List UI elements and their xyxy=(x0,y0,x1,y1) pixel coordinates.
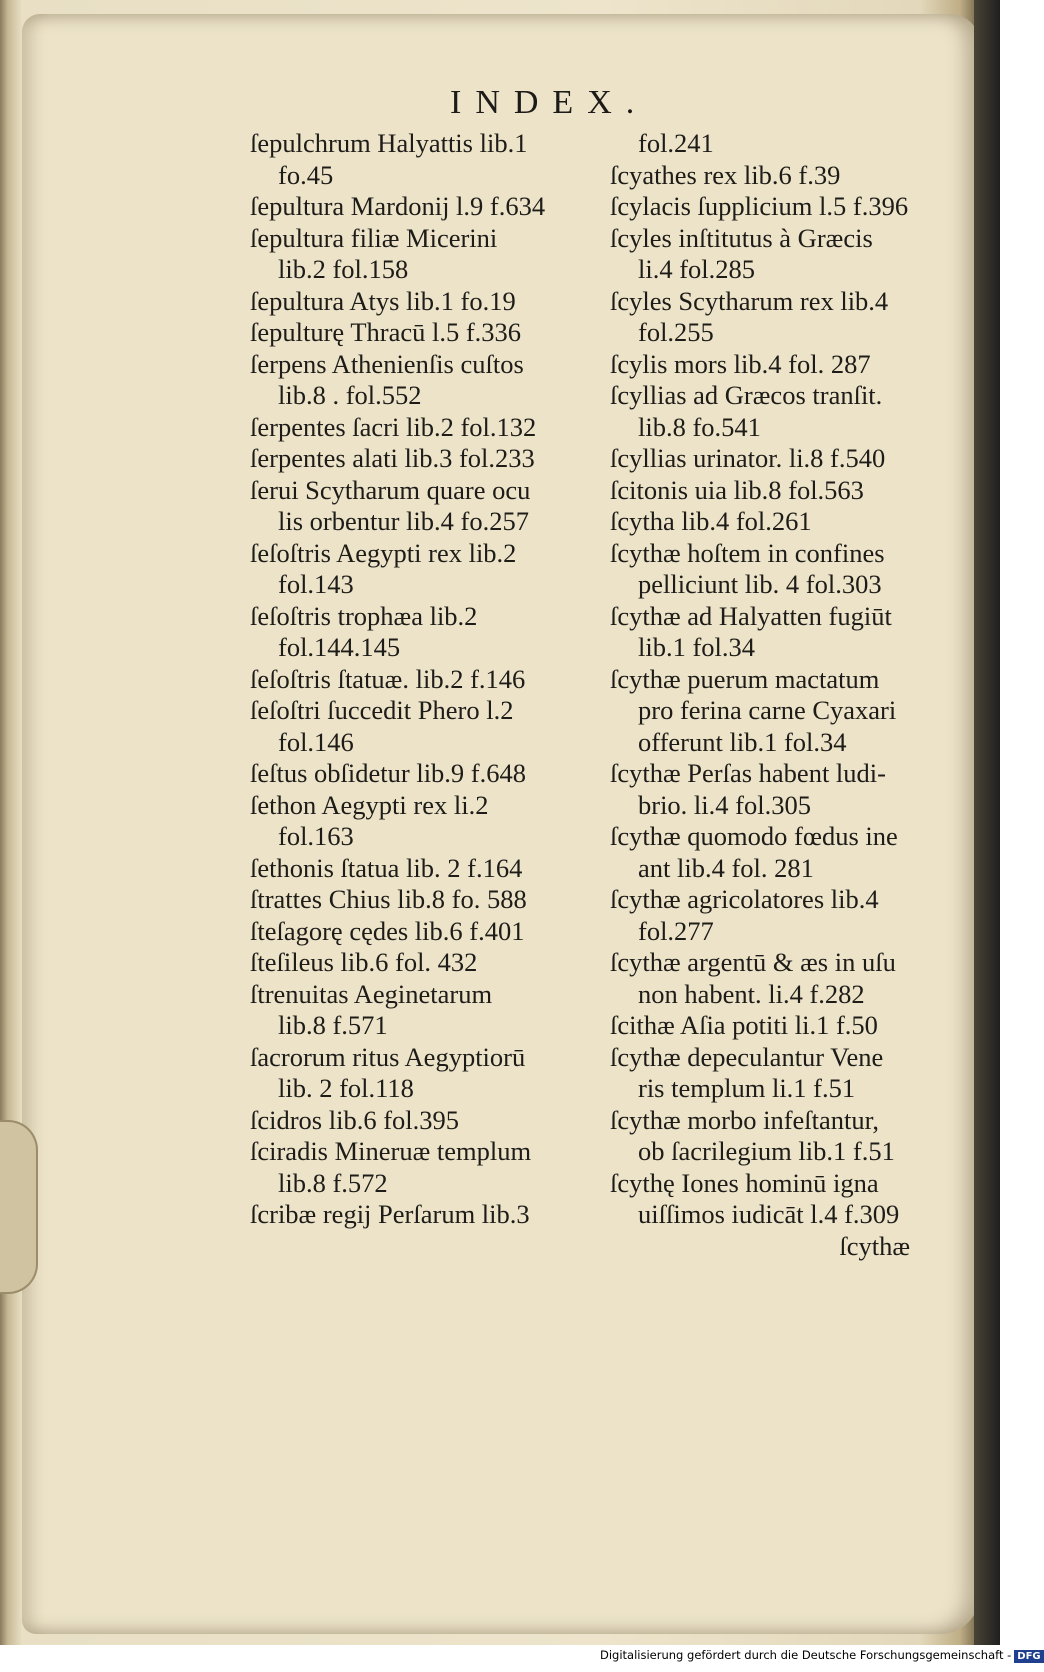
index-entry-line: non habent. li.4 f.282 xyxy=(638,978,865,1009)
index-entry-line: ſepultura Mardonij l.9 f.634 xyxy=(250,191,546,221)
index-entry-line: fo.45 xyxy=(278,159,334,190)
index-entry-line: fol.144.145 xyxy=(278,632,401,662)
index-entry-line: fol.163 xyxy=(278,821,354,851)
index-entry-line: lis orbentur lib.4 fo.257 xyxy=(278,506,529,536)
index-entry-line: lib.1 fol.34 xyxy=(638,632,756,662)
index-entry-line: ſcyllias urinator. li.8 f.540 xyxy=(610,443,886,473)
index-entry-line: ſeſtus obſidetur lib.9 f.648 xyxy=(250,758,527,788)
index-entry-line: ſcythæ agricolatores lib.4 xyxy=(610,884,879,914)
index-entry-line: ſeſoſtris ſtatuæ. lib.2 f.146 xyxy=(250,663,526,694)
index-entry-line: ſeſoſtris trophæa lib.2 xyxy=(250,600,478,631)
index-entry-line: lib.8 . fol.552 xyxy=(278,380,422,410)
index-entry-line: lib.8 f.571 xyxy=(278,1010,388,1040)
index-entry-line: ſcythæ puerum mactatum xyxy=(610,663,880,694)
index-entry-line: ſcyles inſtitutus à Græcis xyxy=(610,222,873,253)
index-entry-line: ſcythæ morbo infeſtantur, xyxy=(610,1104,880,1135)
index-entry-line: ſerpens Athenienſis cuſtos xyxy=(250,348,524,379)
index-entry-line: ſteſagorę cędes lib.6 f.401 xyxy=(250,915,525,946)
index-entry-line: ſeſoſtri ſuccedit Phero l.2 xyxy=(250,695,514,725)
index-entry-line: offerunt lib.1 fol.34 xyxy=(638,726,847,757)
index-entry-line: uiſſimos iudicāt l.4 f.309 xyxy=(638,1199,900,1229)
index-entry-line: ſeſoſtris Aegypti rex lib.2 xyxy=(250,537,517,568)
page-header: INDEX. xyxy=(450,84,649,121)
index-column-left xyxy=(250,128,570,1231)
index-entry-line: ſcidros lib.6 fol.395 xyxy=(250,1104,460,1135)
index-entry-line: ſerui Scytharum quare ocu xyxy=(250,474,531,505)
index-entry-line: ſepultura Atys lib.1 fo.19 xyxy=(250,285,516,316)
index-entry-line: fol.255 xyxy=(638,317,714,347)
index-entry-line: ſtrattes Chius lib.8 fo. 588 xyxy=(250,884,527,914)
index-entry-line: ſcythæ xyxy=(839,1230,910,1261)
index-entry-line: ſerpentes alati lib.3 fol.233 xyxy=(250,443,535,473)
index-entry-line: ſcythæ Perſas habent ludi- xyxy=(610,758,886,788)
index-entry-line: ſepultura filiæ Micerini xyxy=(250,222,498,253)
index-entry-line: ſcythę Iones hominū igna xyxy=(610,1167,879,1198)
index-entry-line: ſcythæ hoſtem in confines xyxy=(610,537,885,568)
index-entry-line: ſacrorum ritus Aegyptiorū xyxy=(250,1041,526,1072)
index-entry-line: ant lib.4 fol. 281 xyxy=(638,852,814,883)
index-entry-line: lib.8 fo.541 xyxy=(638,411,761,442)
index-entry-line: li.4 fol.285 xyxy=(638,254,756,284)
index-entry-line: ſcyathes rex lib.6 f.39 xyxy=(610,159,841,190)
index-entry-line: ſcythæ ad Halyatten fugiūt xyxy=(610,600,892,631)
index-entry-line: ſcyles Scytharum rex lib.4 xyxy=(610,285,889,316)
index-entry-line: ſteſileus lib.6 fol. 432 xyxy=(250,947,478,977)
index-entry-line: ſcitonis uia lib.8 fol.563 xyxy=(610,474,864,505)
index-entry-line: ſcylis mors lib.4 fol. 287 xyxy=(610,348,871,379)
binding-edge xyxy=(974,0,1000,1645)
index-entry-line: ſcribæ regij Perſarum lib.3 xyxy=(250,1199,530,1229)
index-column-right xyxy=(610,128,950,1262)
index-entry-line: fol.277 xyxy=(638,915,714,946)
index-entry-line: ſepulturę Thracū l.5 f.336 xyxy=(250,317,522,347)
credit-text: Digitalisierung gefördert durch die Deutsche Forschungsgemeinschaft - xyxy=(600,1648,1012,1662)
digitization-credit xyxy=(600,1648,1041,1670)
index-entry-line: ſerpentes ſacri lib.2 fol.132 xyxy=(250,411,537,442)
index-entry-line: ſcyllias ad Græcos tranſit. xyxy=(610,380,883,410)
index-entry-line: ſcythæ quomodo fœdus ine xyxy=(610,821,898,851)
book-clasp xyxy=(0,1120,38,1294)
index-entry-line: lib.8 f.572 xyxy=(278,1167,388,1198)
index-entry-line: fol.241 xyxy=(638,128,714,158)
index-entry-line: lib. 2 fol.118 xyxy=(278,1073,414,1103)
index-entry-line: fol.143 xyxy=(278,569,354,599)
index-entry-line: lib.2 fol.158 xyxy=(278,254,409,284)
index-entry-line: ſethon Aegypti rex li.2 xyxy=(250,789,489,820)
index-entry-line: ob ſacrilegium lib.1 f.51 xyxy=(638,1136,895,1166)
index-entry-line: pro ferina carne Cyaxari xyxy=(638,695,897,725)
index-entry-line: ſcithæ Aſia potiti li.1 f.50 xyxy=(610,1010,878,1040)
index-entry-line: ſepulchrum Halyattis lib.1 xyxy=(250,128,528,158)
index-entry-line: ſcythæ depeculantur Vene xyxy=(610,1041,884,1072)
index-entry-line: ſcythæ argentū & æs in uſu xyxy=(610,947,896,977)
index-entry-line: ſcylacis ſupplicium l.5 f.396 xyxy=(610,191,909,221)
index-entry-line: fol.146 xyxy=(278,726,354,757)
index-entry-line: ſethonis ſtatua lib. 2 f.164 xyxy=(250,852,523,883)
index-entry-line: ris templum li.1 f.51 xyxy=(638,1073,856,1103)
dfg-logo: DFG xyxy=(1014,1650,1043,1663)
index-entry-line: ſciradis Mineruæ templum xyxy=(250,1136,532,1166)
index-entry-line: ſcytha lib.4 fol.261 xyxy=(610,506,812,536)
index-entry-line: pelliciunt lib. 4 fol.303 xyxy=(638,569,882,599)
index-entry-line: brio. li.4 fol.305 xyxy=(638,789,811,820)
index-entry-line: ſtrenuitas Aeginetarum xyxy=(250,978,493,1009)
